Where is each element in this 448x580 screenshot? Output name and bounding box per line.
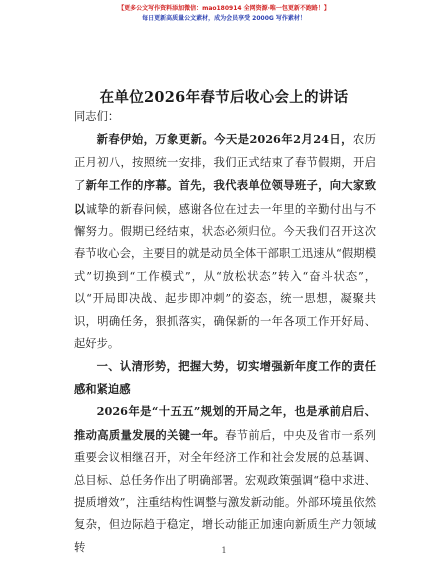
document-title: 在单位2026年春节后收心会上的讲话 bbox=[99, 89, 349, 106]
section-heading-1: 一、认清形势，把握大势，切实增强新年度工作的责任感和紧迫感 bbox=[74, 359, 376, 396]
paragraph-1-rest: 诚挚的新春问候，感谢各位在过去一年里的辛勤付出与不懈努力。假期已经结束，状态必须归位。今天我们召开这次春节收心会，主要目的就是动员全体干部职工迅速从“假期模式”切换到“工作模式”，从“放松状态”转入“奋斗状态”，以“开局即决战、起步即冲刺”的姿态，统一思想，凝聚共识，明确任务，狠抓落实，确保新的一年各项工作开好局、起好步。 bbox=[74, 202, 376, 351]
paragraph-1-bold: 新年工作的序幕。首先，我代表单位领导班子，向大家致以 bbox=[74, 178, 376, 216]
banner-line-2: 每日更新高质量公文素材，成为会员享受 2000G 写作素材！ bbox=[142, 15, 306, 22]
paragraph-2 bbox=[74, 400, 376, 559]
paragraph-1 bbox=[74, 128, 376, 355]
page-number: 1 bbox=[221, 546, 227, 555]
banner-line-1: 【更多公文写作资料添加微信：mao180914 全网资源·唯一包更新不跑路！】 bbox=[118, 5, 330, 12]
paragraph-2-rest: 春节前后，中央及省市一系列重要会议相继召开，对全年经济工作和社会发展的总基调、总目标、总任务作出了明确部署。宏观政策强调“稳中求进、提质增效”，注重结构性调整与激发新动能。外部环境虽依然复杂，但边际趋于稳定，增长动能正加速向新质生产力领域转 bbox=[74, 428, 376, 554]
paragraph-2-bold: 2026年是“十五五”规划的开局之年，也是承前启后、推动高质量发展的关键一年。 bbox=[74, 404, 376, 442]
salutation: 同志们： bbox=[74, 110, 120, 123]
document-body bbox=[74, 106, 376, 559]
paragraph-1-lead: 新春伊始，万象更新。今天是2026年2月24日， bbox=[96, 132, 353, 147]
paragraph-1-mid: 农历正月初八，按照统一安排，我们正式结束了春节假期，开启了 bbox=[74, 133, 376, 193]
header-banner bbox=[0, 4, 448, 24]
